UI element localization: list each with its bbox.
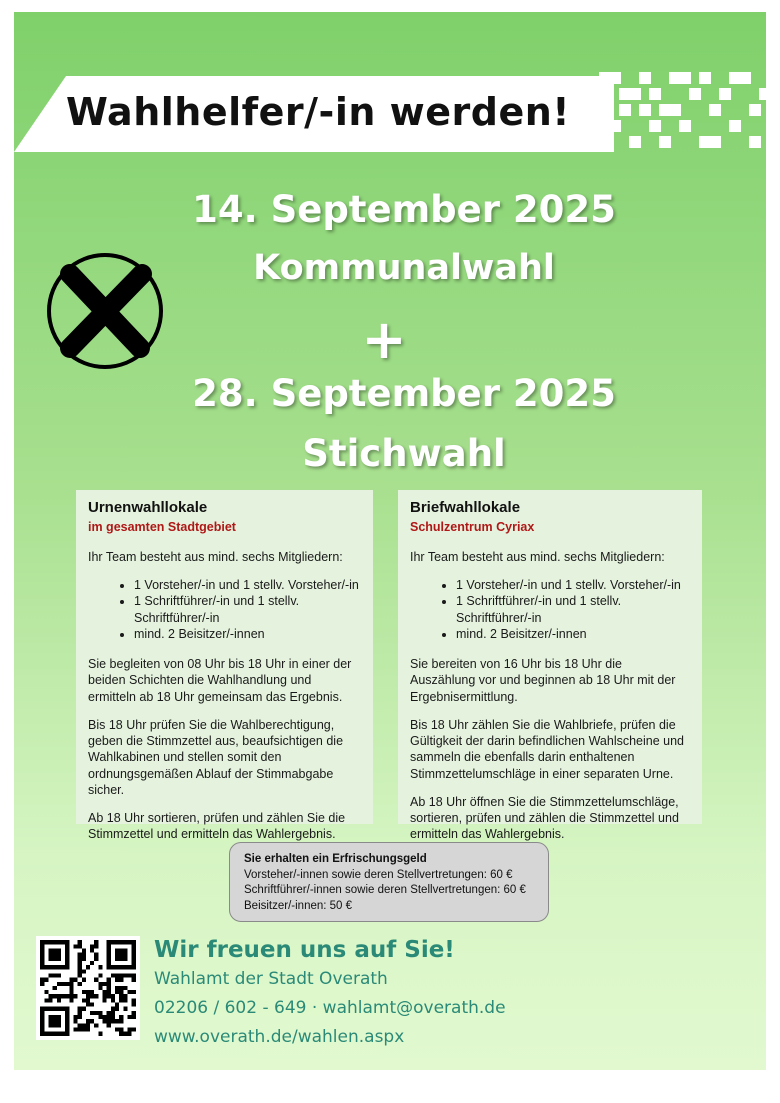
first-election-date: 14. September 2025 <box>192 188 616 231</box>
footer-office: Wahlamt der Stadt Overath <box>154 969 388 989</box>
box-subtitle: im gesamten Stadtgebiet <box>88 519 236 534</box>
second-election-name: Stichwahl <box>302 432 506 475</box>
footer-greeting: Wir freuen uns auf Sie! <box>154 937 455 963</box>
info-title: Sie erhalten ein Erfrischungsgeld <box>244 853 427 865</box>
box-paragraph: Sie bereiten von 16 Uhr bis 18 Uhr die Auszählung vor und beginnen ab 18 Uhr mit der Ergebnisermittlung. <box>410 657 676 704</box>
footer-contact <box>154 937 506 1056</box>
list-item: • 1 Schriftführer/-in und 1 stellv. Schriftführer/-in <box>456 593 690 626</box>
box-intro: Ihr Team besteht aus mind. sechs Mitgliedern: <box>410 549 665 564</box>
box-paragraph: Bis 18 Uhr zählen Sie die Wahlbriefe, prüfen die Gültigkeit der darin befindlichen Wahlscheine und sammeln die ebenfalls darin enthaltenen Stimmzettelumschläge in einer separaten Urne. <box>410 717 685 781</box>
box-subtitle: Schulzentrum Cyriax <box>410 519 535 534</box>
box-paragraph: Ab 18 Uhr sortieren, prüfen und zählen Sie die Stimmzettel und ermitteln das Wahlergebnis. <box>88 811 346 842</box>
ballot-cross-icon <box>44 250 166 372</box>
box-paragraph: Bis 18 Uhr prüfen Sie die Wahlberechtigung, geben die Stimmzettel aus, beaufsichtigen die Wahlkabinen und stellen somit den ordnungsgemäßen Ablauf der Stimmabgabe sicher. <box>88 717 344 797</box>
info-line: Schriftführer/-innen sowie deren Stellvertretungen: 60 € <box>244 884 526 897</box>
info-line: Vorsteher/-innen sowie deren Stellvertretungen: 60 € <box>244 868 513 881</box>
refreshment-money-info <box>229 842 549 922</box>
box-title: Briefwahllokale <box>410 499 521 516</box>
footer-website-link[interactable]: www.overath.de/wahlen.aspx <box>154 1027 405 1047</box>
poster <box>14 12 766 1070</box>
banner-title: Wahlhelfer/-in werden! <box>66 90 571 134</box>
team-list <box>88 577 361 642</box>
pixel-decoration <box>579 72 766 156</box>
box-paragraph: Ab 18 Uhr öffnen Sie die Stimmzettelumschläge, sortieren, prüfen und zählen die Stimmzettel und ermitteln das Wahlergebnis. <box>410 794 679 842</box>
team-list <box>410 577 690 642</box>
box-title: Urnenwahllokale <box>88 499 208 516</box>
list-item: • mind. 2 Beisitzer/-innen <box>456 626 690 642</box>
list-item: • 1 Vorsteher/-in und 1 stellv. Vorsteher/-in <box>134 577 361 593</box>
urnenwahllokale-box <box>76 490 373 842</box>
footer-contact-line[interactable]: 02206 / 602 - 649 · wahlamt@overath.de <box>154 998 506 1018</box>
box-intro: Ihr Team besteht aus mind. sechs Mitgliedern: <box>88 549 343 564</box>
briefwahllokale-box <box>398 490 702 842</box>
qr-code-icon[interactable] <box>36 936 140 1040</box>
list-item: • mind. 2 Beisitzer/-innen <box>134 626 361 642</box>
box-paragraph: Sie begleiten von 08 Uhr bis 18 Uhr in einer der beiden Schichten die Wahlhandlung und ermitteln ab 18 Uhr gemeinsam das Ergebnis. <box>88 657 352 704</box>
first-election-name: Kommunalwahl <box>253 248 555 288</box>
plus-sign: + <box>361 308 407 371</box>
list-item: • 1 Schriftführer/-in und 1 stellv. Schriftführer/-in <box>134 593 361 626</box>
list-item: • 1 Vorsteher/-in und 1 stellv. Vorsteher/-in <box>456 577 690 593</box>
second-election-date: 28. September 2025 <box>192 372 616 415</box>
info-line: Beisitzer/-innen: 50 € <box>244 899 353 912</box>
